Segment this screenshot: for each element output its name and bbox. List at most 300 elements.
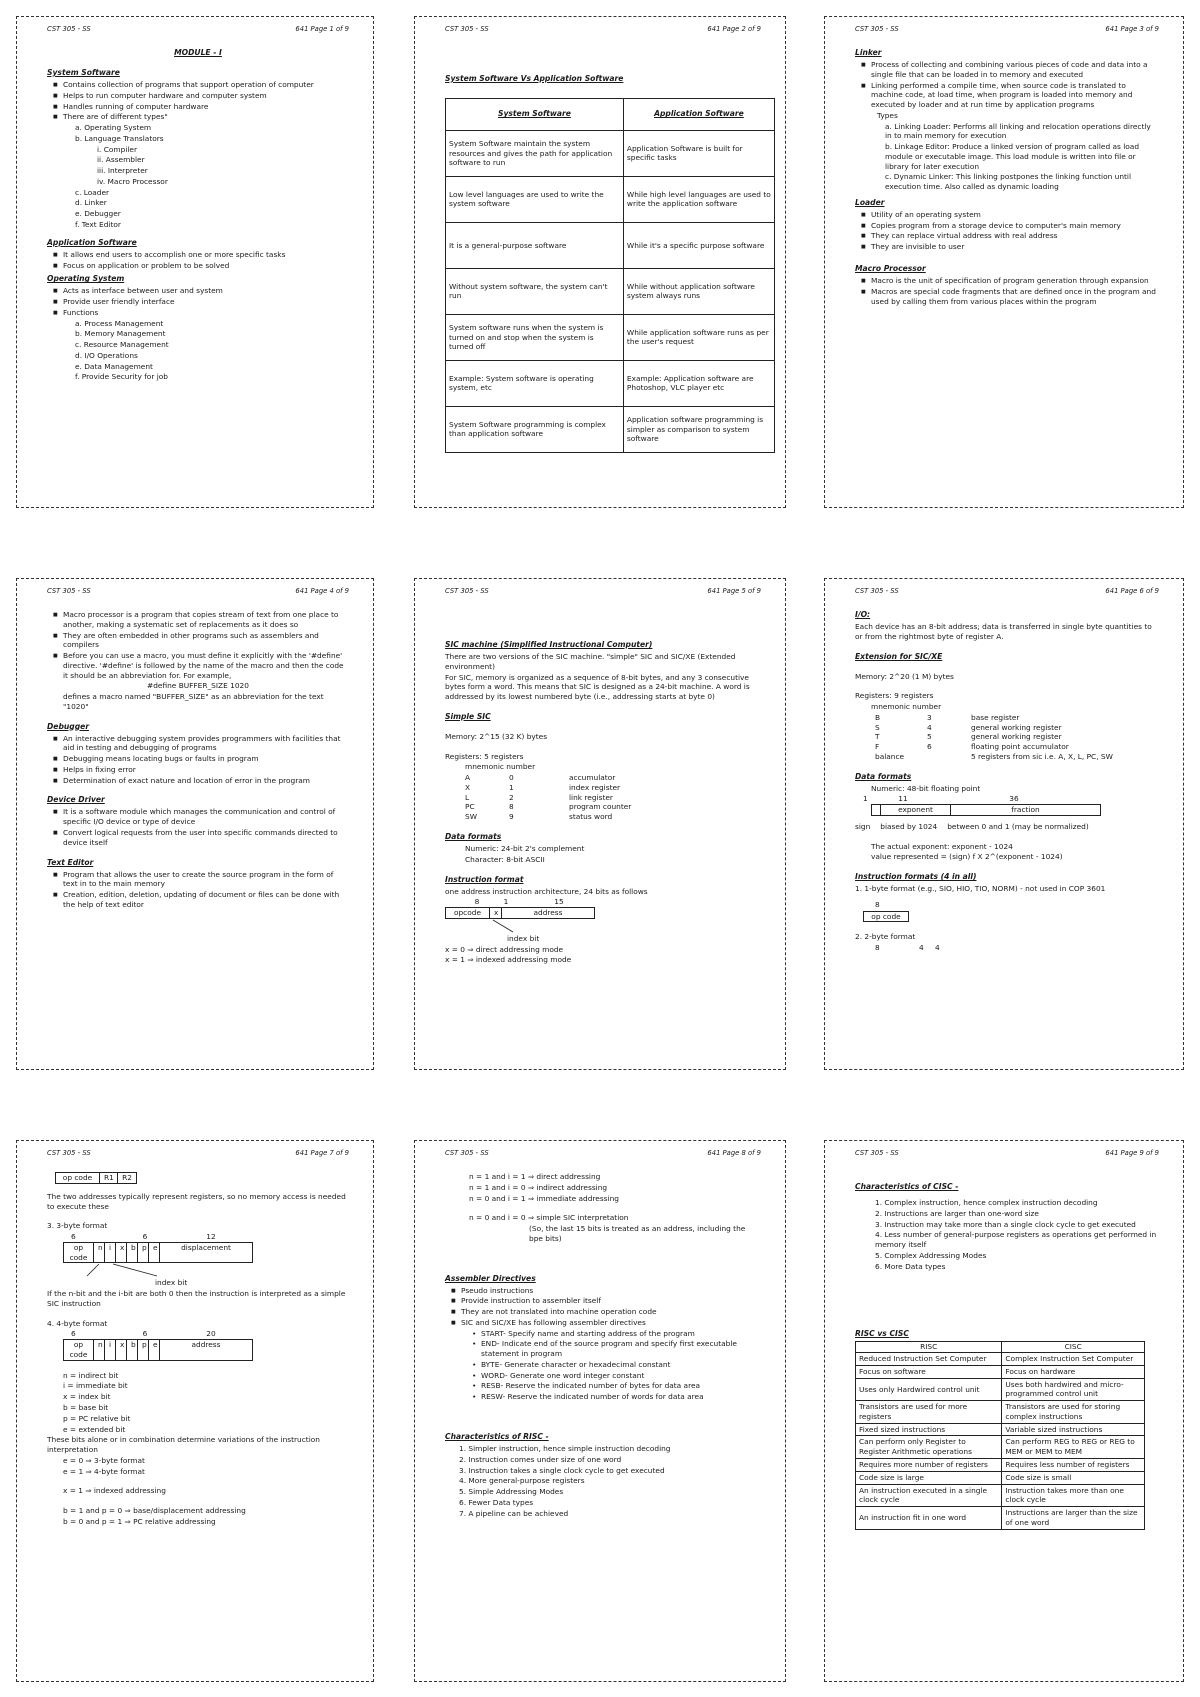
opcode-field: op code: [871, 911, 901, 921]
list-item: • START- Specify name and starting address of the program: [481, 1329, 761, 1339]
bit-width: 6: [71, 1329, 76, 1339]
list-item: b = base bit: [63, 1402, 109, 1412]
section-title: Data formats: [445, 831, 502, 841]
table-cell: System Software maintain the system resources and gives the path for application software to run: [446, 130, 624, 176]
list-item: ■ Helps to run computer hardware and computer system: [63, 91, 349, 101]
r1-field: R1: [100, 1173, 118, 1183]
table-row: [446, 130, 775, 176]
register-cell: general working register: [971, 722, 1062, 732]
course-code: CST 305 - SS: [855, 25, 899, 33]
register-cell: [927, 752, 971, 762]
table-cell: System software runs when the system is turned on and stop when the system is turned off: [446, 314, 624, 360]
bullet-list: [47, 807, 349, 847]
section-title: Characteristics of RISC -: [445, 1432, 549, 1441]
float-notes: [855, 822, 1159, 832]
register-cell: program counter: [569, 802, 632, 812]
list-item: e. Data Management: [75, 361, 153, 371]
p-bit: p: [138, 1243, 149, 1263]
list-item: d. Linker: [75, 198, 107, 208]
list-item: ■ Acts as interface between user and system: [63, 286, 349, 296]
page-number: 641 Page 8 of 9: [707, 1149, 761, 1157]
list-item: ■ Pseudo instructions: [461, 1286, 761, 1296]
table-cell: Transistors are used for storing complex instructions: [1002, 1401, 1145, 1424]
register-cell: T: [875, 732, 880, 742]
section-title: Instruction formats (4 in all): [855, 872, 977, 882]
register-row: [445, 783, 761, 793]
module-title: MODULE - I: [174, 47, 222, 57]
section-title: Operating System: [47, 274, 125, 284]
list-item: 7. A pipeline can be achieved: [459, 1508, 569, 1518]
section-title: Macro Processor: [855, 264, 926, 274]
list-item: ■ Convert logical requests from the user into specific commands directed to device itself: [63, 828, 349, 848]
list-item: e = 1 ⇒ 4-byte format: [63, 1466, 145, 1476]
register-cell: base register: [971, 712, 1020, 722]
index-bit-label: index bit: [507, 933, 540, 943]
comparison-table: [445, 98, 775, 453]
list-item: ■ They are invisible to user: [871, 242, 1159, 252]
e-bit: e: [149, 1243, 160, 1263]
section-title: Linker: [855, 47, 882, 57]
table-row: [856, 1471, 1145, 1484]
bit-width: 4: [935, 943, 940, 953]
list-item: ■ Provide user friendly interface: [63, 297, 349, 307]
paragraph: These bits alone or in combination determine variations of the instruction interpretation: [47, 1435, 320, 1455]
opcode-field: op code: [56, 1173, 100, 1183]
index-bit-label: index bit: [155, 1278, 188, 1288]
table-cell: Without system software, the system can't run: [446, 268, 624, 314]
bullet-list: [47, 80, 349, 122]
range-label: between 0 and 1 (may be normalized): [947, 821, 1089, 831]
list-item: 5. Complex Addressing Modes: [875, 1250, 987, 1260]
register-cell: 2: [509, 792, 514, 802]
bit-widths: [445, 897, 605, 907]
list-item: x = index bit: [63, 1392, 111, 1402]
x-rule: x = 1 ⇒ indexed addressing: [63, 1486, 166, 1496]
list-item: ■ Contains collection of programs that support operation of computer: [63, 80, 349, 90]
list-item: f. Text Editor: [75, 219, 121, 229]
i-bit: i: [105, 1243, 116, 1263]
displacement-field: displacement: [181, 1242, 231, 1252]
list-item: c. Resource Management: [75, 340, 169, 350]
page-header: [855, 1149, 1159, 1158]
e-bit: e: [149, 1340, 160, 1360]
bit-width: 11: [898, 794, 908, 804]
table-row: [856, 1401, 1145, 1424]
bit-width: 15: [554, 897, 564, 907]
list-item: • BYTE- Generate character or hexadecimal constant: [481, 1360, 761, 1370]
page-2: [414, 16, 786, 508]
list-item: b = 1 and p = 0 ⇒ base/displacement addressing: [63, 1506, 246, 1516]
page-number: 641 Page 2 of 9: [707, 25, 761, 33]
bit-width: 8: [474, 897, 480, 907]
register-table: [855, 713, 1159, 762]
format-4: 4. 4-byte format: [47, 1318, 108, 1328]
register-cell: 1: [509, 782, 514, 792]
register-cell: S: [875, 722, 880, 732]
page-3: [824, 16, 1184, 508]
list-item: 6. More Data types: [875, 1261, 946, 1271]
table-row: [446, 406, 775, 452]
list-item: ■ An interactive debugging system provides programmers with facilities that aid in testing and debugging of programs: [63, 734, 349, 754]
table-cell: An instruction fit in one word: [856, 1507, 1002, 1530]
paragraph: one address instruction architecture, 24 bits as follows: [445, 886, 648, 896]
bullet-list: [445, 1286, 761, 1328]
column-header: RISC: [856, 1342, 1002, 1353]
format-2: 2. 2-byte format: [855, 932, 916, 942]
list-item: c. Dynamic Linker: This linking postpones the linking function until execution time. Also called as dynamic loading: [885, 172, 1132, 192]
register-cell: A: [465, 773, 471, 783]
list-item: ■ Debugging means locating bugs or faults in program: [63, 754, 349, 764]
format-3: 3. 3-byte format: [47, 1221, 108, 1231]
bit-widths: [855, 794, 1095, 804]
register-cell: B: [875, 712, 881, 722]
course-code: CST 305 - SS: [445, 25, 489, 33]
table-cell: Reduced Instruction Set Computer: [856, 1353, 1002, 1366]
list-item: b = 0 and p = 1 ⇒ PC relative addressing: [63, 1516, 216, 1526]
course-code: CST 305 - SS: [47, 25, 91, 33]
register-row: [855, 732, 1159, 742]
register-header: mnemonic number: [465, 762, 536, 772]
list-item: 5. Simple Addressing Modes: [459, 1487, 564, 1497]
page-header: [47, 587, 349, 596]
bit-width: 4: [919, 943, 924, 953]
table-cell: Instructions are larger than the size of one word: [1002, 1507, 1145, 1530]
table-header-row: [856, 1342, 1145, 1353]
list-item: b. Language Translators: [75, 133, 164, 143]
list-item: ■ Handles running of computer hardware: [63, 102, 349, 112]
format-3-diagram: [63, 1242, 253, 1264]
page-header: [445, 1149, 761, 1158]
list-item: ■ SIC and SIC/XE has following assembler directives: [461, 1318, 761, 1328]
course-code: CST 305 - SS: [855, 1149, 899, 1157]
table-cell: It is a general-purpose software: [446, 222, 624, 268]
register-spec: Registers: 9 registers: [855, 691, 934, 701]
page-number: 641 Page 5 of 9: [707, 587, 761, 595]
bullet-list: [47, 250, 349, 271]
r2-field: R2: [122, 1172, 132, 1182]
list-item: ii. Assembler: [97, 155, 145, 165]
register-row: [855, 723, 1159, 733]
register-spec: Registers: 5 registers: [445, 751, 524, 761]
list-item: ■ Creation, edition, deletion, updating of document or files can be done with the help of text editor: [63, 890, 349, 910]
table-row: [446, 360, 775, 406]
table-cell: Can perform only Register to Register Arithmetic operations: [856, 1436, 1002, 1459]
n-bit: n: [94, 1340, 105, 1360]
table-cell: Requires more number of registers: [856, 1459, 1002, 1472]
table-cell: Fixed sized instructions: [856, 1423, 1002, 1436]
register-row: [855, 742, 1159, 752]
function-list: [47, 319, 349, 383]
format-1: 1. 1-byte format (e.g., SIO, HIO, TIO, NORM) - not used in COP 3601: [855, 884, 1106, 894]
list-item: ■ Macro processor is a program that copies stream of text from one place to another, making a systematic set of replacements as it does so: [63, 610, 349, 630]
list-item: ■ Macro is the unit of specification of program generation through expansion: [871, 276, 1159, 286]
table-row: [856, 1436, 1145, 1459]
list-item: e. Debugger: [75, 209, 121, 219]
page-header: [855, 25, 1159, 34]
list-item: ■ Copies program from a storage device to computer's main memory: [871, 221, 1159, 231]
list-item: • RESB- Reserve the indicated number of bytes for data area: [481, 1381, 761, 1391]
bit-width: 20: [206, 1329, 216, 1339]
table-cell: Can perform REG to REG or REG to MEM or MEM to MEM: [1002, 1436, 1145, 1459]
list-item: iii. Interpreter: [97, 166, 148, 176]
list-item: p = PC relative bit: [63, 1413, 131, 1423]
list-item: ■ There are of different types": [63, 112, 349, 122]
page-header: [445, 587, 761, 596]
float-format-diagram: [871, 804, 1101, 816]
bit-width: 6: [142, 1232, 148, 1242]
course-code: CST 305 - SS: [855, 587, 899, 595]
page-4: [16, 578, 374, 1070]
p-bit: p: [138, 1340, 149, 1360]
list-item: c. Loader: [75, 187, 110, 197]
list-item: ■ Utility of an operating system: [871, 210, 1159, 220]
bit-width: 1: [863, 794, 868, 804]
bit-widths: [47, 1329, 247, 1339]
column-header: System Software: [446, 98, 624, 130]
bit-width: 36: [1009, 794, 1019, 804]
bullet-list: [47, 734, 349, 786]
bit-width: 8: [875, 899, 880, 909]
list-item: 2. Instruction comes under size of one word: [459, 1454, 622, 1464]
list-item: e = extended bit: [63, 1424, 126, 1434]
translator-list: [75, 145, 349, 187]
x-field: x: [490, 908, 502, 918]
list-item: n = indirect bit: [63, 1370, 119, 1380]
list-item: i. Compiler: [97, 144, 138, 154]
paragraph: There are two versions of the SIC machine. "simple" SIC and SIC/XE (Extended environment): [445, 651, 736, 671]
addressing-mode: x = 1 ⇒ indexed addressing mode: [445, 955, 572, 965]
list-item: a. Linking Loader: Performs all linking and relocation operations directly in to main memory for execution: [885, 121, 1151, 141]
sign-field: [872, 805, 881, 815]
list-item: 1. Simpler instruction, hence simple instruction decoding: [459, 1444, 671, 1454]
table-cell: While high level languages are used to write the application software: [623, 176, 774, 222]
page-7: [16, 1140, 374, 1682]
register-row: [445, 802, 761, 812]
register-cell: F: [875, 742, 880, 752]
type-list: [47, 123, 349, 230]
page-header: [855, 587, 1159, 596]
list-item: n = 0 and i = 1 ⇒ immediate addressing: [469, 1193, 619, 1203]
register-cell: L: [465, 792, 470, 802]
page-number: 641 Page 1 of 9: [295, 25, 349, 33]
page-1: [16, 16, 374, 508]
instruction-format-diagram: [445, 907, 595, 919]
page-6: [824, 578, 1184, 1070]
list-item: ■ Linking performed a compile time, when source code is translated to machine code, at load time, when program is loaded into memory and executed by loader and at run time by application programs: [871, 81, 1159, 110]
table-cell: While without application software system always runs: [623, 268, 774, 314]
section-title: RISC vs CISC: [855, 1329, 909, 1339]
address-field: address: [533, 908, 563, 918]
bias-label: biased by 1024: [880, 821, 938, 831]
register-cell: accumulator: [569, 773, 616, 783]
table-row: [446, 314, 775, 360]
section-title: SIC machine (Simplified Instructional Computer): [445, 639, 653, 649]
page-number: 641 Page 7 of 9: [295, 1149, 349, 1157]
page-header: [47, 1149, 349, 1158]
table-row: [856, 1353, 1145, 1366]
register-cell: 3: [927, 712, 932, 722]
data-format: Numeric: 48-bit floating point: [871, 783, 981, 793]
table-row: [856, 1484, 1145, 1507]
list-item: 2. Instructions are larger than one-word size: [875, 1208, 1039, 1218]
section-title: Extension for SIC/XE: [855, 651, 943, 661]
x-bit: x: [116, 1340, 127, 1360]
page-5: [414, 578, 786, 1070]
list-item: n = 1 and i = 0 ⇒ indirect addressing: [469, 1182, 608, 1192]
bit-width: 12: [206, 1232, 216, 1242]
code-example: #define BUFFER_SIZE 1020: [147, 681, 249, 691]
section-title: Assembler Directives: [445, 1273, 536, 1283]
directive-list: [445, 1329, 761, 1402]
bp-rules: [47, 1506, 349, 1527]
section-title: Debugger: [47, 721, 90, 731]
register-cell: link register: [569, 792, 613, 802]
course-code: CST 305 - SS: [47, 1149, 91, 1157]
opcode-field: op code: [64, 1243, 94, 1263]
bit-width: 8: [875, 943, 880, 953]
section-title: Text Editor: [47, 857, 94, 867]
paragraph: Each device has an 8-bit address; data is transferred in single byte quantities to or from the rightmost byte of register A.: [855, 621, 1152, 641]
page-header: [445, 25, 761, 34]
table-cell: While application software runs as per the user's request: [623, 314, 774, 360]
register-cell: status word: [569, 812, 613, 822]
list-item: a. Process Management: [75, 318, 164, 328]
list-item: i = immediate bit: [63, 1381, 128, 1391]
section-title: System Software Vs Application Software: [445, 73, 624, 83]
exponent-field: exponent: [881, 805, 951, 815]
b-bit: b: [127, 1243, 138, 1263]
types-label: Types: [877, 110, 898, 120]
list-item: n = 0 and i = 0 ⇒ simple SIC interpretation: [469, 1213, 629, 1223]
table-cell: Uses only Hardwired control unit: [856, 1378, 1002, 1401]
section-title: Data formats: [855, 771, 912, 781]
table-cell: Complex Instruction Set Computer: [1002, 1353, 1145, 1366]
format-4-diagram: [63, 1339, 253, 1361]
table-row: [856, 1507, 1145, 1530]
bullet-list: [855, 210, 1159, 252]
risc-list: [445, 1444, 761, 1518]
table-row: [856, 1459, 1145, 1472]
table-cell: Variable sized instructions: [1002, 1423, 1145, 1436]
page-9: [824, 1140, 1184, 1682]
table-cell: Application Software is built for specific tasks: [623, 130, 774, 176]
e-rules: [47, 1456, 349, 1477]
section-title: Simple SIC: [445, 711, 491, 721]
risc-cisc-table: [855, 1341, 1145, 1529]
cisc-list: [855, 1198, 1159, 1271]
data-format: Numeric: 24-bit 2's complement: [465, 843, 585, 853]
column-header: Application Software: [623, 98, 774, 130]
bullet-list: [47, 286, 349, 317]
x-bit: x: [116, 1243, 127, 1263]
opcode-field: opcode: [446, 908, 490, 918]
table-header-row: [446, 98, 775, 130]
table-row: [446, 176, 775, 222]
register-row: [445, 793, 761, 803]
page-8: [414, 1140, 786, 1682]
list-item: ■ It is a software module which manages the communication and control of specific I/O device or type of device: [63, 807, 349, 827]
section-title: Characteristics of CISC -: [855, 1181, 959, 1191]
register-cell: 6: [927, 742, 932, 752]
page-number: 641 Page 3 of 9: [1105, 25, 1159, 33]
register-cell: floating point accumulator: [971, 742, 1069, 752]
table-cell: While it's a specific purpose software: [623, 222, 774, 268]
page-header: [47, 25, 349, 34]
list-item: ■ Macros are special code fragments that are defined once in the program and used by calling them from various places within the program: [871, 287, 1159, 307]
table-row: [446, 268, 775, 314]
address-field: address: [191, 1340, 221, 1350]
table-cell: Uses both hardwired and micro-programmed control unit: [1002, 1378, 1145, 1401]
code-explanation: defines a macro named "BUFFER_SIZE" as an abbreviation for the text "1020": [63, 692, 324, 711]
list-item-note: (So, the last 15 bits is treated as an address, including the bpe bits): [529, 1224, 746, 1243]
register-cell: 5 registers from sic i.e. A, X, L, PC, SW: [971, 751, 1113, 761]
section-title: Application Software: [47, 237, 137, 247]
list-item: 4. More general-purpose registers: [459, 1476, 585, 1486]
register-cell: index register: [569, 782, 621, 792]
bit-definitions: [47, 1371, 349, 1435]
register-cell: 4: [927, 722, 932, 732]
paragraph: For SIC, memory is organized as a sequence of 8-bit bytes, and any 3 consecutive bytes form a word. This means that SIC is designed as a 24-bit machine. A word is addressed by its lowest numbered byte (i.e., addressing starts at byte 0): [445, 672, 750, 702]
list-item: ■ Provide instruction to assembler itself: [461, 1296, 761, 1306]
section-title: I/O:: [855, 609, 871, 619]
table-cell: Instruction takes more than one clock cycle: [1002, 1484, 1145, 1507]
section-title: Device Driver: [47, 795, 105, 805]
table-cell: Example: System software is operating system, etc: [446, 360, 624, 406]
list-item: • END- Indicate end of the source program and specify first executable statement in program: [481, 1339, 761, 1359]
register-cell: 9: [509, 812, 514, 822]
list-item: 3. Instruction may take more than a single clock cycle to get executed: [875, 1219, 1136, 1229]
table-row: [446, 222, 775, 268]
course-code: CST 305 - SS: [445, 587, 489, 595]
register-cell: general working register: [971, 732, 1062, 742]
table-cell: Focus on software: [856, 1365, 1002, 1378]
addressing-mode: x = 0 ⇒ direct addressing mode: [445, 944, 564, 954]
table-row: [856, 1423, 1145, 1436]
bullet-list: [855, 60, 1159, 110]
list-item: ■ Helps in fixing error: [63, 765, 349, 775]
table-cell: Focus on hardware: [1002, 1365, 1145, 1378]
list-item: 4. Less number of general-purpose registers as operations get performed in memory itself: [875, 1230, 1157, 1250]
bit-width: 1: [503, 897, 509, 907]
memory-spec: Memory: 2^15 (32 K) bytes: [445, 731, 548, 741]
register-cell: SW: [465, 812, 477, 822]
sign-label: sign: [855, 821, 871, 831]
linker-types: [855, 122, 1159, 192]
list-item: ■ Determination of exact nature and location of error in the program: [63, 776, 349, 786]
list-item: ■ They can replace virtual address with real address: [871, 231, 1159, 241]
data-format: Character: 8-bit ASCII: [465, 854, 545, 864]
table-row: [856, 1365, 1145, 1378]
list-item: b. Memory Management: [75, 329, 166, 339]
table-cell: Code size is small: [1002, 1471, 1145, 1484]
table-cell: Requires less number of registers: [1002, 1459, 1145, 1472]
i-bit: i: [105, 1340, 116, 1360]
fraction-field: fraction: [1011, 805, 1040, 815]
opcode-field: op code: [64, 1340, 94, 1360]
list-item: 1. Complex instruction, hence complex instruction decoding: [875, 1197, 1098, 1207]
register-cell: X: [465, 782, 471, 792]
register-cell: balance: [875, 751, 905, 761]
list-item: e = 0 ⇒ 3-byte format: [63, 1455, 145, 1465]
register-table: [445, 773, 761, 822]
register-row: [445, 812, 761, 822]
section-title: Loader: [855, 197, 885, 207]
list-item: • RESW- Reserve the indicated number of words for data area: [481, 1392, 761, 1402]
n-bit: n: [94, 1243, 105, 1263]
register-cell: 8: [509, 802, 514, 812]
paragraph: If the n-bit and the i-bit are both 0 then the instruction is interpreted as a simple SIC instruction: [47, 1289, 346, 1308]
table-cell: An instruction executed in a single clock cycle: [856, 1484, 1002, 1507]
